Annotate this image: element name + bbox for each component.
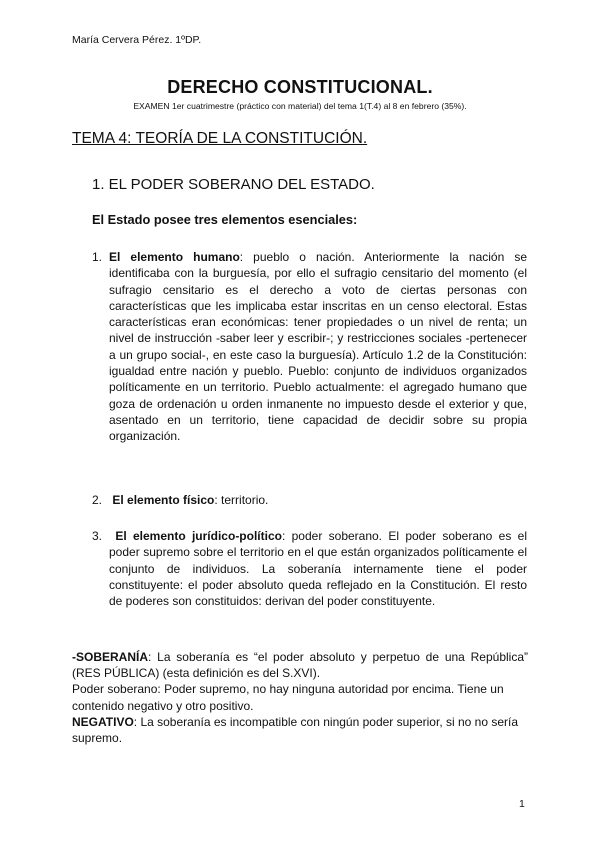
soberania-paragraph [72, 649, 528, 681]
list-item-term: El elemento jurídico-político [115, 529, 282, 543]
list-item [92, 492, 527, 508]
topic-heading: TEMA 4: TEORÍA DE LA CONSTITUCIÓN. [72, 130, 368, 147]
list-item-text: : territorio. [214, 493, 269, 507]
author-line: María Cervera Pérez. 1ºDP. [72, 34, 202, 46]
list-item-text: : poder soberano. El poder soberano es el poder supremo sobre el territorio en el que están organizados políticamente el conjunto de individuos. La soberanía internamente tiene el poder constituyente: el poder absoluto queda reflejado en la Constitución. El resto de poderes son constituidos: derivan del poder constituyente. [109, 529, 528, 609]
negativo-term: NEGATIVO [72, 714, 134, 729]
document-title: DERECHO CONSTITUCIONAL. [167, 77, 433, 97]
negativo-text: : La soberanía es incompatible con ningún poder superior, si no no sería supremo. [72, 714, 519, 746]
list-item-number: 3. [92, 529, 103, 543]
soberania-term: -SOBERANÍA [72, 650, 149, 664]
page-number: 1 [519, 798, 525, 810]
list-item-number: 2. [92, 493, 103, 507]
definitions-block [72, 649, 528, 746]
poder-soberano-paragraph: Poder soberano: Poder supremo, no hay ninguna autoridad por encima. Tiene un contenido negativo y otro positivo. [72, 682, 504, 713]
lead-sentence: El Estado posee tres elementos esenciales: [92, 212, 358, 227]
soberania-text: : La soberanía es “el poder absoluto y perpetuo de una República” (RES PÚBLICA) (esta definición es del S.XVI). [72, 650, 528, 681]
exam-subtitle: EXAMEN 1er cuatrimestre (práctico con material) del tema 1(T.4) al 8 en febrero (35%). [133, 101, 467, 111]
list-item [92, 249, 527, 445]
section-heading: 1. EL PODER SOBERANO DEL ESTADO. [92, 176, 375, 193]
negativo-paragraph [72, 714, 528, 746]
list-item-text: : pueblo o nación. Anteriormente la nación se identificaba con la burguesía, por ello el sufragio censitario del momento (el sufragio censitario es el derecho a voto de ciertas personas con características que les implicaba estar inscritas en un censo electoral. Estas características eran económicas: tener propiedades o un nivel de renta; un nivel de instrucción -saber leer y escribir-; y restricciones sociales -pertenecer a un grupo social-, en este caso la burguesía). Artículo 1.2 de la Constitución: igualdad entre nación y pueblo. Pueblo: conjunto de individuos organizados políticamente en un territorio. Pueblo actualmente: el agregado humano que goza de ordenación u orden inmanente no impuesto desde el exterior y que, asentado en un territorio, tiene capacidad de decidir sobre su propia organización. [109, 250, 527, 444]
list-item-term: El elemento humano [109, 250, 240, 264]
list-item-number: 1. [92, 250, 103, 264]
list-item [92, 528, 527, 609]
list-item-term: El elemento físico [112, 493, 215, 507]
